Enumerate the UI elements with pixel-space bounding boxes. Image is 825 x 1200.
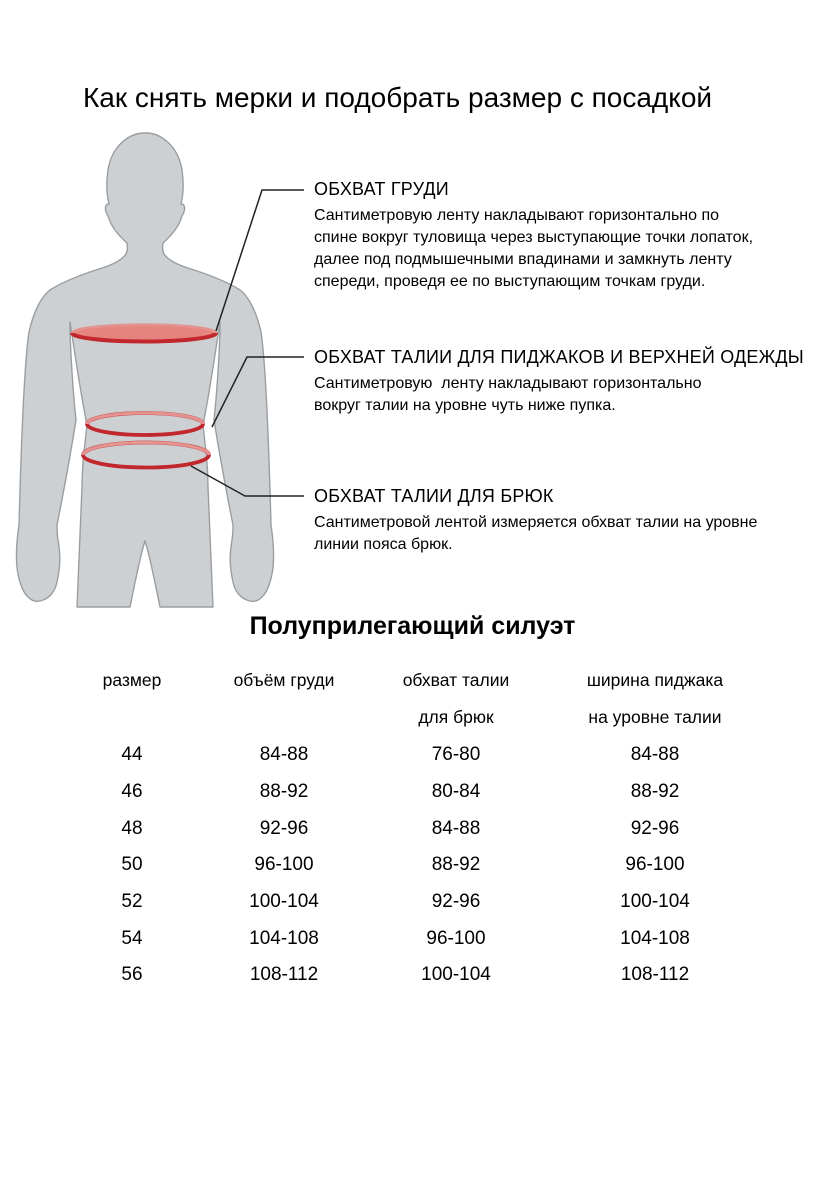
cell-chest: 84-88 — [259, 744, 309, 766]
cell-jacket: 84-88 — [630, 744, 680, 766]
column-header-chest: объём груди — [233, 670, 335, 690]
cell-waist: 84-88 — [431, 817, 481, 839]
measurement-figure — [0, 120, 310, 612]
column-header-size: размер — [102, 670, 162, 690]
cell-jacket: 100-104 — [620, 891, 690, 913]
cell-chest: 104-108 — [249, 927, 319, 949]
cell-chest: 96-100 — [254, 854, 314, 876]
size-table-rows — [50, 737, 752, 994]
cell-waist: 80-84 — [431, 781, 481, 803]
measurement-section-waist-trousers — [314, 486, 757, 556]
size-table-header — [50, 662, 752, 736]
cell-jacket: 92-96 — [630, 817, 680, 839]
cell-size: 48 — [121, 817, 143, 839]
column-header-jacket: ширина пиджака — [586, 670, 724, 690]
measurement-heading-waist-trousers: ОБХВАТ ТАЛИИ ДЛЯ БРЮК — [314, 486, 554, 506]
measurement-description-waist-jackets: Сантиметровую ленту накладывают горизонтально вокруг талии на уровне чуть ниже пупка. — [314, 375, 702, 414]
chest-band — [72, 325, 216, 343]
cell-size: 56 — [121, 964, 143, 986]
cell-waist: 76-80 — [431, 744, 481, 766]
cell-jacket: 96-100 — [625, 854, 685, 876]
size-table-title: Полуприлегающий силуэт — [249, 612, 576, 640]
cell-jacket: 88-92 — [630, 781, 680, 803]
male-silhouette-diagram — [0, 120, 310, 612]
cell-chest: 88-92 — [259, 781, 309, 803]
cell-chest: 92-96 — [259, 817, 309, 839]
cell-size: 52 — [121, 891, 143, 913]
cell-size: 46 — [121, 781, 143, 803]
measurement-description-waist-trousers: Сантиметровой лентой измеряется обхват талии на уровне линии пояса брюк. — [314, 514, 758, 553]
page-title: Как снять мерки и подобрать размер с посадкой — [83, 82, 713, 113]
cell-size: 44 — [121, 744, 143, 766]
cell-waist: 92-96 — [431, 891, 481, 913]
cell-waist: 96-100 — [426, 927, 486, 949]
cell-waist: 88-92 — [431, 854, 481, 876]
measurement-heading-chest: ОБХВАТ ГРУДИ — [314, 179, 449, 199]
cell-size: 54 — [121, 927, 143, 949]
measurement-section-chest — [314, 179, 753, 293]
cell-jacket: 108-112 — [620, 964, 690, 986]
cell-chest: 108-112 — [249, 964, 319, 986]
measurement-section-waist-jackets — [314, 347, 804, 417]
cell-jacket: 104-108 — [620, 927, 690, 949]
column-header-waist: обхват талии — [402, 670, 510, 690]
measurement-description-chest: Сантиметровую ленту накладывают горизонтально по спине вокруг туловища через выступающие точки лопаток, далее под подмышечными впадинами и замкнуть ленту спереди, проведя ее по выступающим точкам груди. — [314, 207, 754, 290]
cell-size: 50 — [121, 854, 143, 876]
column-header-jacket-line2: на уровне талии — [588, 707, 722, 727]
column-header-waist-line2: для брюк — [418, 707, 494, 727]
cell-chest: 100-104 — [249, 891, 319, 913]
measurement-heading-waist-jackets: ОБХВАТ ТАЛИИ ДЛЯ ПИДЖАКОВ И ВЕРХНЕЙ ОДЕЖДЫ — [314, 347, 804, 367]
cell-waist: 100-104 — [421, 964, 491, 986]
body-silhouette — [17, 133, 274, 607]
